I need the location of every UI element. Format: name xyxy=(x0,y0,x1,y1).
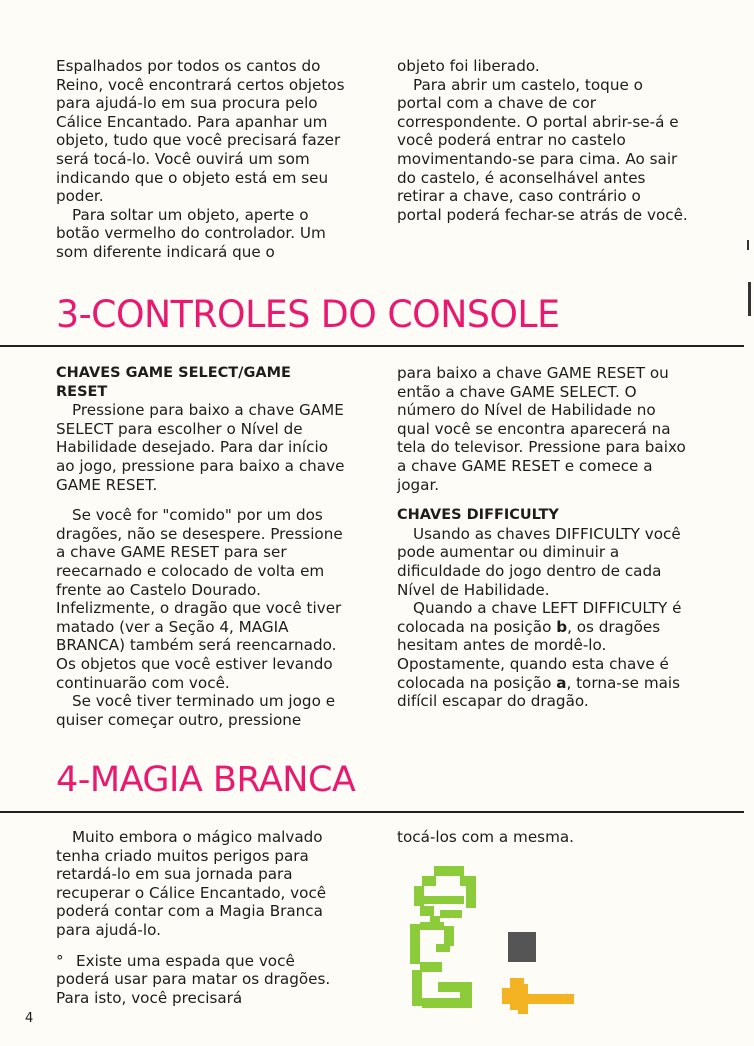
paragraph: Pressione para baixo a chave GAME SELECT para escolher o Nível de Habilidade desejado. Para dar início ao jogo, pressione para baixo a chave GAME RESET. xyxy=(56,401,345,494)
text-run: Quando a chave LEFT DIFFICULTY é colocada na posição xyxy=(397,599,682,636)
binding-mark xyxy=(747,240,749,250)
section4-rule xyxy=(0,811,744,813)
paragraph: tocá-los com a mesma. xyxy=(397,828,575,846)
game-illustration xyxy=(400,866,590,1026)
text-run: , torna-se mais difícil escapar do dragão. xyxy=(397,673,681,711)
bullet: ° xyxy=(56,951,64,970)
section3-right-column xyxy=(397,364,689,711)
paragraph: Para soltar um objeto, aperte o botão vermelho do controlador. Um som diferente indicará que o xyxy=(56,205,326,261)
sword-icon xyxy=(502,978,574,1014)
paragraph: Para abrir um castelo, toque o portal com a chave de cor correspondente. O portal abrir-se-á e você poderá entrar no castelo movimentando-se para cima. Ao sair do castelo, é aconselhável antes retirar a chave, caso contrário o portal poderá fechar-se atrás de você. xyxy=(397,75,688,224)
paragraph: para baixo a chave GAME RESET ou então a chave GAME SELECT. O número do Nível de Habilidade no qual você se encontra aparecerá na tela do televisor. Pressione para baixo a chave GAME RESET e comece a jogar. xyxy=(397,364,686,494)
bullet-paragraph xyxy=(56,952,346,1008)
text-run: , os dragões hesitam antes de mordê-lo. Opostamente, quando esta chave é colocada na posição xyxy=(397,617,669,692)
section1-left-column xyxy=(56,57,351,262)
paragraph: Espalhados por todos os cantos do Reino, você encontrará certos objetos para ajudá-lo em sua procura pelo Cálice Encantado. Para apanhar um objeto, tudo que você precisará fazer será tocá-lo. Você ouvirá um som indicando que o objeto está em seu poder. xyxy=(56,57,345,206)
section4-right-column xyxy=(397,828,689,847)
section4-heading: 4-MAGIA BRANCA xyxy=(56,760,356,800)
dragon-icon xyxy=(410,866,476,1008)
position-b: b xyxy=(556,617,568,636)
paragraph: objeto foi liberado. xyxy=(397,57,540,75)
section1-right-column xyxy=(397,57,689,224)
square-icon xyxy=(508,932,536,962)
subheading-game-select: CHAVES GAME SELECT/GAME RESET xyxy=(56,365,291,400)
section3-heading: 3-CONTROLES DO CONSOLE xyxy=(56,293,560,336)
section3-rule xyxy=(0,345,744,347)
page-number: 4 xyxy=(25,1011,34,1026)
paragraph xyxy=(397,599,689,711)
paragraph: Se você tiver terminado um jogo e quiser começar outro, pressione xyxy=(56,692,336,729)
paragraph: Usando as chaves DIFFICULTY você pode aumentar ou diminuir a dificuldade do jogo dentro de cada Nível de Habilidade. xyxy=(397,524,681,599)
subheading-difficulty: CHAVES DIFFICULTY xyxy=(397,507,559,524)
binding-mark xyxy=(748,282,751,316)
text-run: Existe uma espada que você poderá usar para matar os dragões. Para isto, você precisará xyxy=(56,951,331,1007)
section4-left-column xyxy=(56,828,346,1007)
paragraph: Muito embora o mágico malvado tenha criado muitos perigos para retardá-lo em sua jornada para recuperar o Cálice Encantado, você poderá contar com a Magia Branca para ajudá-lo. xyxy=(56,828,327,939)
position-a: a xyxy=(556,673,567,692)
paragraph: Se você for "comido" por um dos dragões, não se desespere. Pressione a chave GAME RESET para ser reecarnado e colocado de volta em frente ao Castelo Dourado. Infelizmente, o dragão que você tiver matado (ver a Seção 4, MAGIA BRANCA) também será reencarnado. Os objetos que você estiver levando continuarão com você. xyxy=(56,506,343,692)
section3-left-column xyxy=(56,364,346,729)
